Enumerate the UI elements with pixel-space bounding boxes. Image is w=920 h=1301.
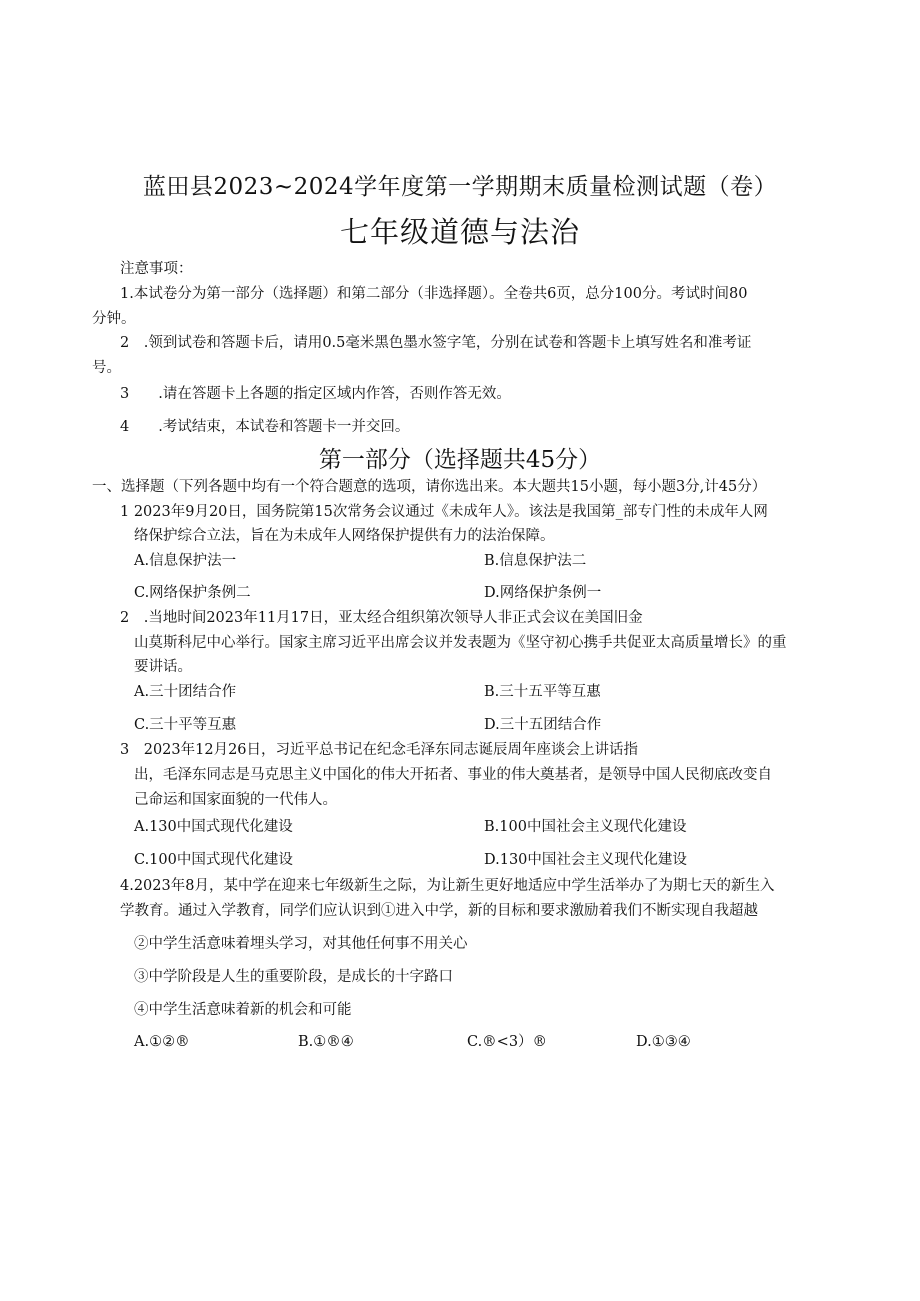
- question-3-option-c: C.100中国式现代化建设: [134, 852, 293, 868]
- question-2-line-2: 山莫斯科尼中心举行。国家主席习近平出席会议并发表题为《坚守初心携手共促亚太高质量增长》的重: [134, 635, 787, 651]
- notice-item-1: 1.本试卷分为第一部分（选择题）和第二部分（非选择题）。全卷共6页，总分100分。考试时间80: [120, 286, 748, 302]
- question-2-option-d: D.三十五团结合作: [484, 717, 602, 733]
- question-3-line-1: 3 2023年12月26日，习近平总书记在纪念毛泽东同志诞辰周年座谈会上讲话指: [120, 742, 639, 758]
- question-4-statement-4: ④中学生活意味着新的机会和可能: [134, 1002, 352, 1018]
- notice-item-2: 2 .领到试卷和答题卡后，请用0.5毫米黑色墨水签字笔，分别在试卷和答题卡上填写姓名和准考证: [120, 335, 752, 351]
- question-1-line-1: 1 2023年9月20日，国务院第15次常务会议通过《未成年人》。该法是我国第_部专门性的未成年人网: [120, 504, 768, 520]
- question-3-line-2: 出，毛泽东同志是马克思主义中国化的伟大开拓者、事业的伟大奠基者，是领导中国人民彻底改变自: [134, 767, 772, 783]
- section-title: 第一部分（选择题共45分）: [318, 447, 602, 473]
- question-1-option-c: C.网络保护条例二: [134, 585, 251, 601]
- question-3-line-3: 己命运和国家面貌的一代伟人。: [134, 792, 337, 808]
- question-2-line-1: 2 .当地时间2023年11月17日，亚太经合组织第次领导人非正式会议在美国旧金: [120, 610, 643, 626]
- question-2-line-3: 要讲话。: [134, 659, 192, 675]
- question-2-option-b: B.三十五平等互惠: [484, 684, 601, 700]
- notice-heading: 注意事项：: [120, 261, 193, 277]
- question-4-line-2: 学教育。通过入学教育，同学们应认识到①进入中学，新的目标和要求激励着我们不断实现自我超越: [120, 903, 758, 919]
- notice-item-3: 3 .请在答题卡上各题的指定区域内作答，否则作答无效。: [120, 386, 511, 402]
- question-2-option-c: C.三十平等互惠: [134, 717, 237, 733]
- question-1-line-2: 络保护综合立法，旨在为未成年人网络保护提供有力的法治保障。: [134, 528, 555, 544]
- question-4-option-a: A.①②®: [134, 1034, 190, 1050]
- question-3-option-b: B.100中国社会主义现代化建设: [484, 819, 687, 835]
- question-4-line-1: 4.2023年8月，某中学在迎来七年级新生之际，为让新生更好地适应中学生活举办了为期七天的新生入: [120, 878, 775, 894]
- exam-title: 蓝田县2023~2024学年度第一学期期末质量检测试题（卷）: [142, 174, 778, 200]
- notice-item-2-cont: 号。: [92, 360, 121, 376]
- question-1-option-d: D.网络保护条例一: [484, 585, 602, 601]
- question-3-option-d: D.130中国社会主义现代化建设: [484, 852, 687, 868]
- question-4-option-d: D.①③④: [636, 1034, 691, 1050]
- notice-item-4: 4 .考试结束，本试卷和答题卡一并交回。: [120, 419, 410, 435]
- question-4-option-c: C.®<3）®: [467, 1034, 548, 1050]
- question-3-option-a: A.130中国式现代化建设: [134, 819, 293, 835]
- notice-item-1-cont: 分钟。: [92, 311, 136, 327]
- question-4-statement-3: ③中学阶段是人生的重要阶段，是成长的十字路口: [134, 969, 453, 985]
- choice-instructions: 一、选择题（下列各题中均有一个符合题意的选项，请你选出来。本大题共15小题，每小题3分,计45分）: [92, 479, 767, 495]
- exam-subtitle: 七年级道德与法治: [339, 215, 580, 249]
- question-1-option-a: A.信息保护法一: [134, 553, 237, 569]
- question-4-statement-2: ②中学生活意味着埋头学习，对其他任何事不用关心: [134, 936, 468, 952]
- question-2-option-a: A.三十团结合作: [134, 684, 237, 700]
- question-1-option-b: B.信息保护法二: [484, 553, 587, 569]
- question-4-option-b: B.①®④: [298, 1034, 354, 1050]
